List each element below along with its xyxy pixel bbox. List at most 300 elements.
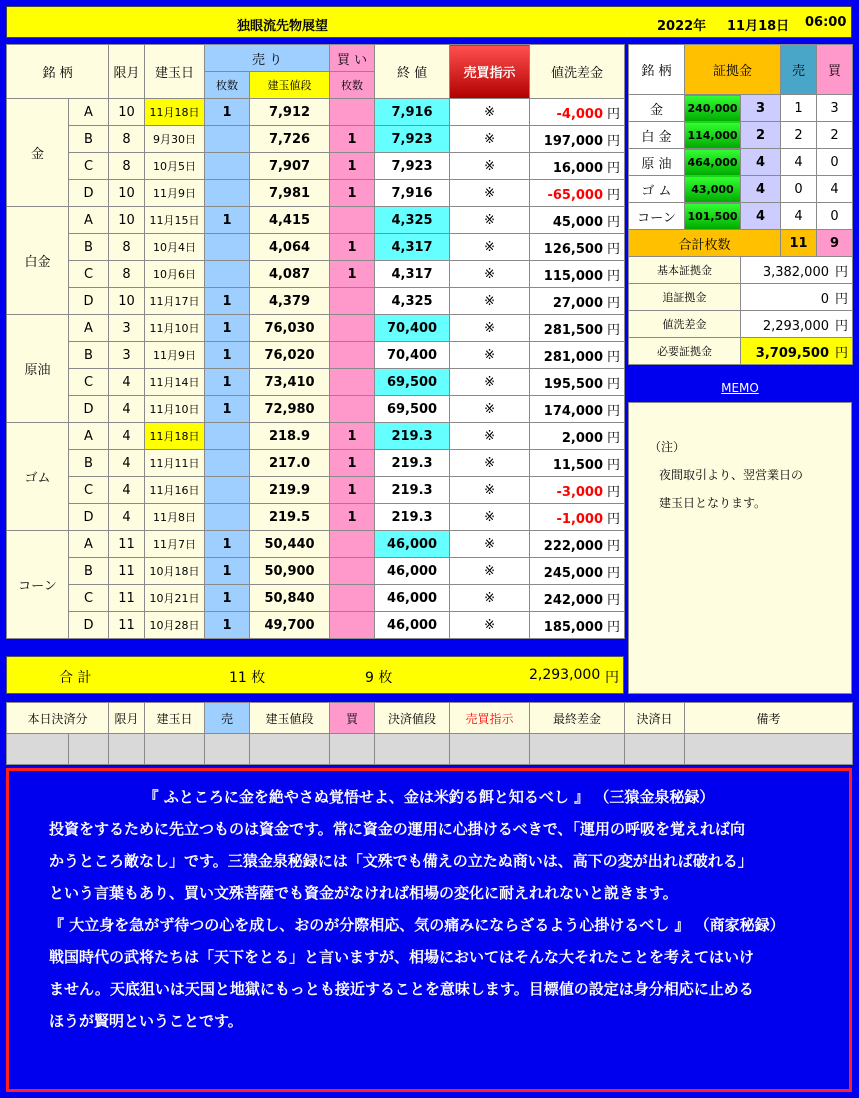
sell-count: 1: [205, 369, 250, 396]
summary-cell: [741, 257, 853, 284]
signal-mark: ※: [450, 585, 530, 612]
diff-cell: [530, 450, 625, 477]
limit-month: 10: [109, 288, 145, 315]
col-brand: 銘 柄: [7, 45, 109, 99]
quote-line-8: ほうが賢明ということです。: [49, 1012, 243, 1030]
build-price: 7,726: [250, 126, 330, 153]
summary-label: 追証拠金: [629, 284, 741, 311]
summary-cell: [741, 284, 853, 311]
quote-line-7: ません。天底狙いは天国と地獄にもっとも接近することを意味します。目標値の設定は身分相応に止める: [49, 980, 754, 998]
diff-cell: [530, 207, 625, 234]
margin-summary-row: [629, 257, 853, 284]
col-close: 終 値: [375, 45, 450, 99]
memo-line-1: 夜間取引より、翌営業日の: [659, 468, 804, 482]
margin-sell: 4: [781, 203, 817, 230]
table-row: [7, 207, 625, 234]
close-price: 4,317: [375, 261, 450, 288]
yen-unit: 円: [607, 187, 621, 203]
build-price: 219.9: [250, 477, 330, 504]
diff-value: 185,000: [543, 619, 604, 635]
margin-total-buy: 9: [817, 230, 853, 257]
build-price: 219.5: [250, 504, 330, 531]
buy-count: [330, 396, 375, 423]
close-price: 46,000: [375, 531, 450, 558]
build-price: 50,900: [250, 558, 330, 585]
buy-count: [330, 612, 375, 639]
signal-mark: ※: [450, 261, 530, 288]
diff-cell: [530, 369, 625, 396]
margin-brand: ゴ ム: [629, 176, 685, 203]
diff-cell: [530, 99, 625, 126]
quote-panel: [6, 768, 852, 1092]
signal-mark: ※: [450, 234, 530, 261]
limit-month: 8: [109, 261, 145, 288]
header-year: 2022年: [657, 19, 707, 34]
yen-unit: 円: [607, 241, 621, 257]
page-title: 独眼流先物展望: [237, 19, 329, 34]
slot: C: [69, 153, 109, 180]
signal-mark: ※: [450, 477, 530, 504]
settle-col-today: 本日決済分: [7, 703, 109, 734]
build-date: 10月21日: [145, 585, 205, 612]
build-price: 4,064: [250, 234, 330, 261]
diff-value: 16,000: [552, 160, 604, 176]
signal-mark: ※: [450, 396, 530, 423]
quote-line-3: かうところ敵なし」です。三猿金泉秘録には「文殊でも備えの立たぬ商いは、高下の変が出れば破れる」: [49, 852, 753, 870]
limit-month: 11: [109, 558, 145, 585]
yen-unit: 円: [607, 619, 621, 635]
diff-cell: [530, 423, 625, 450]
close-price: 219.3: [375, 477, 450, 504]
table-row: [7, 612, 625, 639]
diff-value: -1,000: [556, 511, 604, 527]
buy-count: 1: [330, 450, 375, 477]
settle-col-signal: 売買指示: [450, 703, 530, 734]
group-name: コーン: [7, 531, 69, 639]
diff-cell: [530, 261, 625, 288]
close-price: 7,923: [375, 126, 450, 153]
slot: D: [69, 180, 109, 207]
limit-month: 10: [109, 180, 145, 207]
yen-unit: 円: [607, 214, 621, 230]
limit-month: 3: [109, 342, 145, 369]
yen-unit: 円: [835, 345, 849, 361]
summary-cell: [741, 338, 853, 365]
slot: A: [69, 99, 109, 126]
margin-col-brand: 銘 柄: [629, 45, 685, 95]
build-date: 11月15日: [145, 207, 205, 234]
build-date: 9月30日: [145, 126, 205, 153]
table-row: [7, 558, 625, 585]
sell-count: 1: [205, 558, 250, 585]
slot: C: [69, 585, 109, 612]
margin-body: [629, 95, 853, 230]
memo-line-2: 建玉日となります。: [659, 496, 767, 510]
margin-col-buy: 買: [817, 45, 853, 95]
col-limit: 限月: [109, 45, 145, 99]
diff-cell: [530, 585, 625, 612]
diff-cell: [530, 477, 625, 504]
summary-value: 3,382,000: [762, 264, 829, 280]
diff-cell: [530, 180, 625, 207]
build-date: 11月10日: [145, 396, 205, 423]
signal-mark: ※: [450, 504, 530, 531]
group-name: 金: [7, 99, 69, 207]
title-bar: [6, 6, 852, 38]
diff-cell: [530, 342, 625, 369]
margin-total-label: 合計枚数: [629, 230, 781, 257]
limit-month: 8: [109, 126, 145, 153]
diff-cell: [530, 315, 625, 342]
margin-units: 4: [741, 176, 781, 203]
sell-count: [205, 261, 250, 288]
build-price: 73,410: [250, 369, 330, 396]
limit-month: 11: [109, 585, 145, 612]
signal-mark: ※: [450, 180, 530, 207]
diff-cell: [530, 504, 625, 531]
diff-value: 45,000: [552, 214, 604, 230]
sell-count: [205, 423, 250, 450]
signal-mark: ※: [450, 153, 530, 180]
diff-value: 245,000: [543, 565, 604, 581]
header-date: 11月18日: [727, 19, 790, 34]
diff-value: 174,000: [543, 403, 604, 419]
header-time: 06:00: [805, 15, 847, 30]
margin-summary: [629, 257, 853, 365]
table-row: [7, 396, 625, 423]
margin-value: 240,000: [685, 95, 741, 122]
sell-count: [205, 450, 250, 477]
margin-row: [629, 203, 853, 230]
table-row: [7, 261, 625, 288]
table-row: [7, 477, 625, 504]
yen-unit: 円: [607, 484, 621, 500]
margin-table: [628, 44, 853, 365]
yen-unit: 円: [607, 403, 621, 419]
slot: C: [69, 477, 109, 504]
build-price: 218.9: [250, 423, 330, 450]
build-date: 11月7日: [145, 531, 205, 558]
build-date: 11月18日: [145, 423, 205, 450]
margin-row: [629, 176, 853, 203]
margin-col-margin: 証拠金: [685, 45, 781, 95]
quote-line-6: 戦国時代の武将たちは「天下をとる」と言いますが、相場においてはそんな大それたことを考えてはいけ: [49, 948, 755, 966]
build-date: 11月11日: [145, 450, 205, 477]
buy-count: [330, 342, 375, 369]
margin-sell: 2: [781, 122, 817, 149]
margin-row: [629, 149, 853, 176]
margin-units: 4: [741, 149, 781, 176]
summary-label: 必要証拠金: [629, 338, 741, 365]
limit-month: 3: [109, 315, 145, 342]
limit-month: 8: [109, 234, 145, 261]
limit-month: 4: [109, 450, 145, 477]
margin-brand: コーン: [629, 203, 685, 230]
total-yen: 円: [605, 670, 619, 686]
build-date: 11月18日: [145, 99, 205, 126]
margin-brand: 白 金: [629, 122, 685, 149]
margin-value: 43,000: [685, 176, 741, 203]
slot: C: [69, 369, 109, 396]
sell-count: 1: [205, 531, 250, 558]
settle-col-settle-price: 決済値段: [375, 703, 450, 734]
close-price: 69,500: [375, 396, 450, 423]
close-price: 4,325: [375, 207, 450, 234]
build-price: 4,087: [250, 261, 330, 288]
build-date: 11月8日: [145, 504, 205, 531]
signal-mark: ※: [450, 423, 530, 450]
summary-value: 3,709,500: [755, 345, 829, 361]
diff-cell: [530, 126, 625, 153]
summary-value: 0: [820, 291, 829, 307]
close-price: 46,000: [375, 612, 450, 639]
build-price: 49,700: [250, 612, 330, 639]
build-price: 7,912: [250, 99, 330, 126]
buy-count: [330, 207, 375, 234]
build-date: 11月10日: [145, 315, 205, 342]
yen-unit: 円: [607, 511, 621, 527]
buy-count: 1: [330, 153, 375, 180]
slot: A: [69, 315, 109, 342]
sell-count: [205, 153, 250, 180]
slot: A: [69, 423, 109, 450]
diff-cell: [530, 612, 625, 639]
sell-count: [205, 180, 250, 207]
diff-value: 281,000: [543, 349, 604, 365]
slot: A: [69, 207, 109, 234]
close-price: 4,317: [375, 234, 450, 261]
signal-mark: ※: [450, 558, 530, 585]
signal-mark: ※: [450, 450, 530, 477]
summary-value: 2,293,000: [762, 318, 829, 334]
margin-value: 101,500: [685, 203, 741, 230]
buy-count: 1: [330, 477, 375, 504]
table-row: [7, 180, 625, 207]
margin-buy: 3: [817, 95, 853, 122]
buy-count: [330, 531, 375, 558]
group-name: ゴム: [7, 423, 69, 531]
limit-month: 4: [109, 369, 145, 396]
build-price: 76,020: [250, 342, 330, 369]
settlement-table: [6, 702, 853, 765]
total-buy: 9 枚: [365, 670, 393, 686]
settle-col-buy: 買: [330, 703, 375, 734]
limit-month: 4: [109, 396, 145, 423]
close-price: 219.3: [375, 450, 450, 477]
group-name: 白金: [7, 207, 69, 315]
signal-mark: ※: [450, 207, 530, 234]
close-price: 7,916: [375, 180, 450, 207]
positions-table: [6, 44, 625, 639]
group-name: 原油: [7, 315, 69, 423]
yen-unit: 円: [607, 295, 621, 311]
settlement-empty-row: [7, 734, 853, 765]
quote-line-1: 『 ふところに金を絶やさぬ覚悟せよ、金は米釣る餌と知るべし 』 （三猿金泉秘録）: [143, 788, 715, 806]
buy-count: [330, 558, 375, 585]
limit-month: 4: [109, 477, 145, 504]
margin-units: 3: [741, 95, 781, 122]
sell-count: 1: [205, 99, 250, 126]
sell-count: 1: [205, 612, 250, 639]
yen-unit: 円: [607, 376, 621, 392]
diff-value: 222,000: [543, 538, 604, 554]
col-buy: 買 い: [330, 45, 375, 72]
signal-mark: ※: [450, 531, 530, 558]
settle-col-sell: 売: [205, 703, 250, 734]
build-date: 11月16日: [145, 477, 205, 504]
limit-month: 11: [109, 612, 145, 639]
build-date: 10月6日: [145, 261, 205, 288]
signal-mark: ※: [450, 342, 530, 369]
limit-month: 8: [109, 153, 145, 180]
slot: B: [69, 342, 109, 369]
memo-note: （注）: [649, 440, 686, 454]
slot: D: [69, 288, 109, 315]
table-row: [7, 234, 625, 261]
settle-col-final-diff: 最終差金: [530, 703, 625, 734]
table-row: [7, 315, 625, 342]
yen-unit: 円: [607, 430, 621, 446]
settlement-header: [7, 703, 853, 734]
buy-count: [330, 288, 375, 315]
yen-unit: 円: [835, 264, 849, 280]
diff-cell: [530, 288, 625, 315]
settle-col-limit: 限月: [109, 703, 145, 734]
limit-month: 4: [109, 504, 145, 531]
close-price: 219.3: [375, 423, 450, 450]
diff-value: -3,000: [556, 484, 604, 500]
diff-cell: [530, 558, 625, 585]
yen-unit: 円: [835, 291, 849, 307]
yen-unit: 円: [835, 318, 849, 334]
signal-mark: ※: [450, 315, 530, 342]
margin-buy: 4: [817, 176, 853, 203]
diff-value: 126,500: [543, 241, 604, 257]
yen-unit: 円: [607, 538, 621, 554]
sell-count: [205, 477, 250, 504]
diff-value: 115,000: [543, 268, 604, 284]
diff-value: 281,500: [543, 322, 604, 338]
quote-line-2: 投資をするために先立つものは資金です。常に資金の運用に心掛けるべきで、「運用の呼吸を覚えれば向: [49, 820, 746, 838]
build-date: 10月5日: [145, 153, 205, 180]
margin-value: 114,000: [685, 122, 741, 149]
margin-summary-row: [629, 284, 853, 311]
margin-sell: 1: [781, 95, 817, 122]
diff-value: -65,000: [547, 187, 604, 203]
settle-col-settle-date: 決済日: [625, 703, 685, 734]
slot: B: [69, 234, 109, 261]
buy-count: 1: [330, 261, 375, 288]
build-price: 76,030: [250, 315, 330, 342]
signal-mark: ※: [450, 99, 530, 126]
margin-total-sell: 11: [781, 230, 817, 257]
margin-brand: 金: [629, 95, 685, 122]
yen-unit: 円: [607, 133, 621, 149]
yen-unit: 円: [607, 565, 621, 581]
sell-count: 1: [205, 396, 250, 423]
buy-count: 1: [330, 234, 375, 261]
build-price: 7,981: [250, 180, 330, 207]
table-row: [7, 153, 625, 180]
total-row: [6, 656, 624, 694]
sell-count: 1: [205, 207, 250, 234]
limit-month: 11: [109, 531, 145, 558]
table-row: [7, 342, 625, 369]
close-price: 4,325: [375, 288, 450, 315]
sell-count: 1: [205, 315, 250, 342]
yen-unit: 円: [607, 268, 621, 284]
sell-count: [205, 504, 250, 531]
build-date: 11月9日: [145, 342, 205, 369]
col-diff: 値洗差金: [530, 45, 625, 99]
close-price: 69,500: [375, 369, 450, 396]
build-price: 4,379: [250, 288, 330, 315]
diff-value: 11,500: [552, 457, 604, 473]
signal-mark: ※: [450, 126, 530, 153]
summary-label: 値洗差金: [629, 311, 741, 338]
buy-count: [330, 369, 375, 396]
margin-units: 4: [741, 203, 781, 230]
close-price: 7,923: [375, 153, 450, 180]
signal-mark: ※: [450, 612, 530, 639]
memo-link[interactable]: MEMO: [628, 378, 852, 398]
close-price: 46,000: [375, 585, 450, 612]
margin-value: 464,000: [685, 149, 741, 176]
close-price: 46,000: [375, 558, 450, 585]
margin-buy: 2: [817, 122, 853, 149]
settle-col-date: 建玉日: [145, 703, 205, 734]
limit-month: 10: [109, 207, 145, 234]
quote-line-4: という言葉もあり、買い文殊菩薩でも資金がなければ相場の変化に耐えれれないと説きます。: [49, 884, 678, 902]
build-date: 10月28日: [145, 612, 205, 639]
table-row: [7, 288, 625, 315]
build-date: 10月4日: [145, 234, 205, 261]
slot: B: [69, 450, 109, 477]
table-row: [7, 585, 625, 612]
build-price: 50,440: [250, 531, 330, 558]
slot: A: [69, 531, 109, 558]
memo-box: [628, 402, 852, 694]
col-date: 建玉日: [145, 45, 205, 99]
slot: B: [69, 558, 109, 585]
build-price: 72,980: [250, 396, 330, 423]
margin-sell: 4: [781, 149, 817, 176]
sell-count: [205, 234, 250, 261]
total-diff: 2,293,000: [529, 667, 601, 683]
col-sell-count: 枚数: [205, 72, 250, 99]
diff-cell: [530, 531, 625, 558]
diff-cell: [530, 153, 625, 180]
slot: B: [69, 126, 109, 153]
slot: D: [69, 612, 109, 639]
sell-count: 1: [205, 585, 250, 612]
positions-body: [7, 99, 625, 639]
col-buy-count: 枚数: [330, 72, 375, 99]
total-label: 合 計: [59, 670, 92, 686]
margin-row: [629, 95, 853, 122]
diff-value: 195,500: [543, 376, 604, 392]
limit-month: 4: [109, 423, 145, 450]
margin-units: 2: [741, 122, 781, 149]
margin-buy: 0: [817, 149, 853, 176]
diff-value: -4,000: [556, 106, 604, 122]
build-date: 10月18日: [145, 558, 205, 585]
buy-count: 1: [330, 504, 375, 531]
close-price: 70,400: [375, 315, 450, 342]
summary-label: 基本証拠金: [629, 257, 741, 284]
yen-unit: 円: [607, 457, 621, 473]
sell-count: [205, 126, 250, 153]
